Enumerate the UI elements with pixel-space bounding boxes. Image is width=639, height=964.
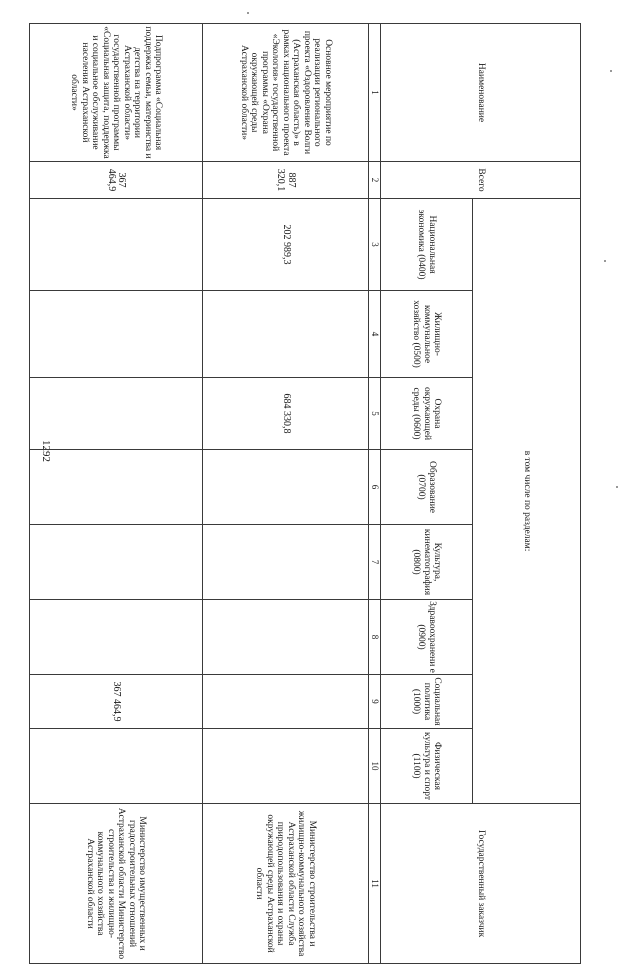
table-row <box>30 24 203 964</box>
row-value-0700 <box>203 450 369 525</box>
row-name: Подпрограмма «Социальная поддержка семьи, материнства и детства на территории Астраханской области» государственной программы «Социальная защита, поддержка и социальное обслуживание населения Астраханской области» <box>30 24 203 162</box>
scan-speck <box>610 70 612 72</box>
row-value-0900 <box>30 600 203 675</box>
scan-speck <box>616 486 618 488</box>
header-name: Наименование <box>381 24 581 162</box>
header-section-0800: Культура, кинематография (0800) <box>381 525 473 600</box>
header-section-1100: Физическая культура и спорт (1100) <box>381 729 473 804</box>
row-total: 367 464,9 <box>30 162 203 199</box>
row-value-1100 <box>203 729 369 804</box>
header-section-0700: Образование (0700) <box>381 450 473 525</box>
col-number: 5 <box>369 378 381 450</box>
col-number: 2 <box>369 162 381 199</box>
row-value-0600: 684 330,8 <box>203 378 369 450</box>
col-number: 1 <box>369 24 381 162</box>
rotated-table-wrapper <box>54 23 581 960</box>
row-value-0800 <box>203 525 369 600</box>
row-value-0500 <box>203 291 369 378</box>
col-number: 9 <box>369 675 381 729</box>
budget-table <box>29 23 581 964</box>
col-number: 4 <box>369 291 381 378</box>
col-number: 10 <box>369 729 381 804</box>
row-value-0400: 202 989,3 <box>203 199 369 291</box>
header-section-0900: Здравоохранени е (0900) <box>381 600 473 675</box>
row-value-0800 <box>30 525 203 600</box>
col-number: 6 <box>369 450 381 525</box>
row-name: Основное мероприятие по реализации регионального проекта «Оздоровление Волги (Астраханская область)» в рамках национального проекта «Экология» государственной программы «Охрана окружающей среды Астраханской области» <box>203 24 369 162</box>
row-value-0600 <box>30 378 203 450</box>
page-number: 1292 <box>40 440 52 462</box>
row-value-1000 <box>203 675 369 729</box>
scan-speck <box>604 260 606 262</box>
col-number: 3 <box>369 199 381 291</box>
header-section-1000: Социальная политика (1000) <box>381 675 473 729</box>
row-value-1100 <box>30 729 203 804</box>
col-number: 11 <box>369 804 381 964</box>
row-value-0500 <box>30 291 203 378</box>
col-number: 8 <box>369 600 381 675</box>
col-number: 7 <box>369 525 381 600</box>
header-section-0400: Национальная экономика (0400) <box>381 199 473 291</box>
row-customer: Министерство строительства и жилищно-коммунального хозяйства Астраханской области Служба природопользования и охраны окружающей среды Астраханской области <box>203 804 369 964</box>
row-customer: Министерство имущественных и градостроительных отношений Астраханской области Министерство строительства и жилищно-коммунального хозяйства Астраханской области <box>30 804 203 964</box>
header-customer: Государственный заказчик <box>381 804 581 964</box>
header-total: Всего <box>381 162 581 199</box>
row-value-0900 <box>203 600 369 675</box>
header-subsection-caption: в том числе по разделам: <box>473 199 581 804</box>
row-value-0400 <box>30 199 203 291</box>
table-row <box>203 24 369 964</box>
row-value-1000: 367 464,9 <box>30 675 203 729</box>
row-value-0700 <box>30 450 203 525</box>
row-total: 887 320,1 <box>203 162 369 199</box>
scan-speck <box>247 12 249 14</box>
header-section-0600: Охрана окружающей среды (0600) <box>381 378 473 450</box>
header-section-0500: Жилищно-коммунальное хозяйство (0500) <box>381 291 473 378</box>
